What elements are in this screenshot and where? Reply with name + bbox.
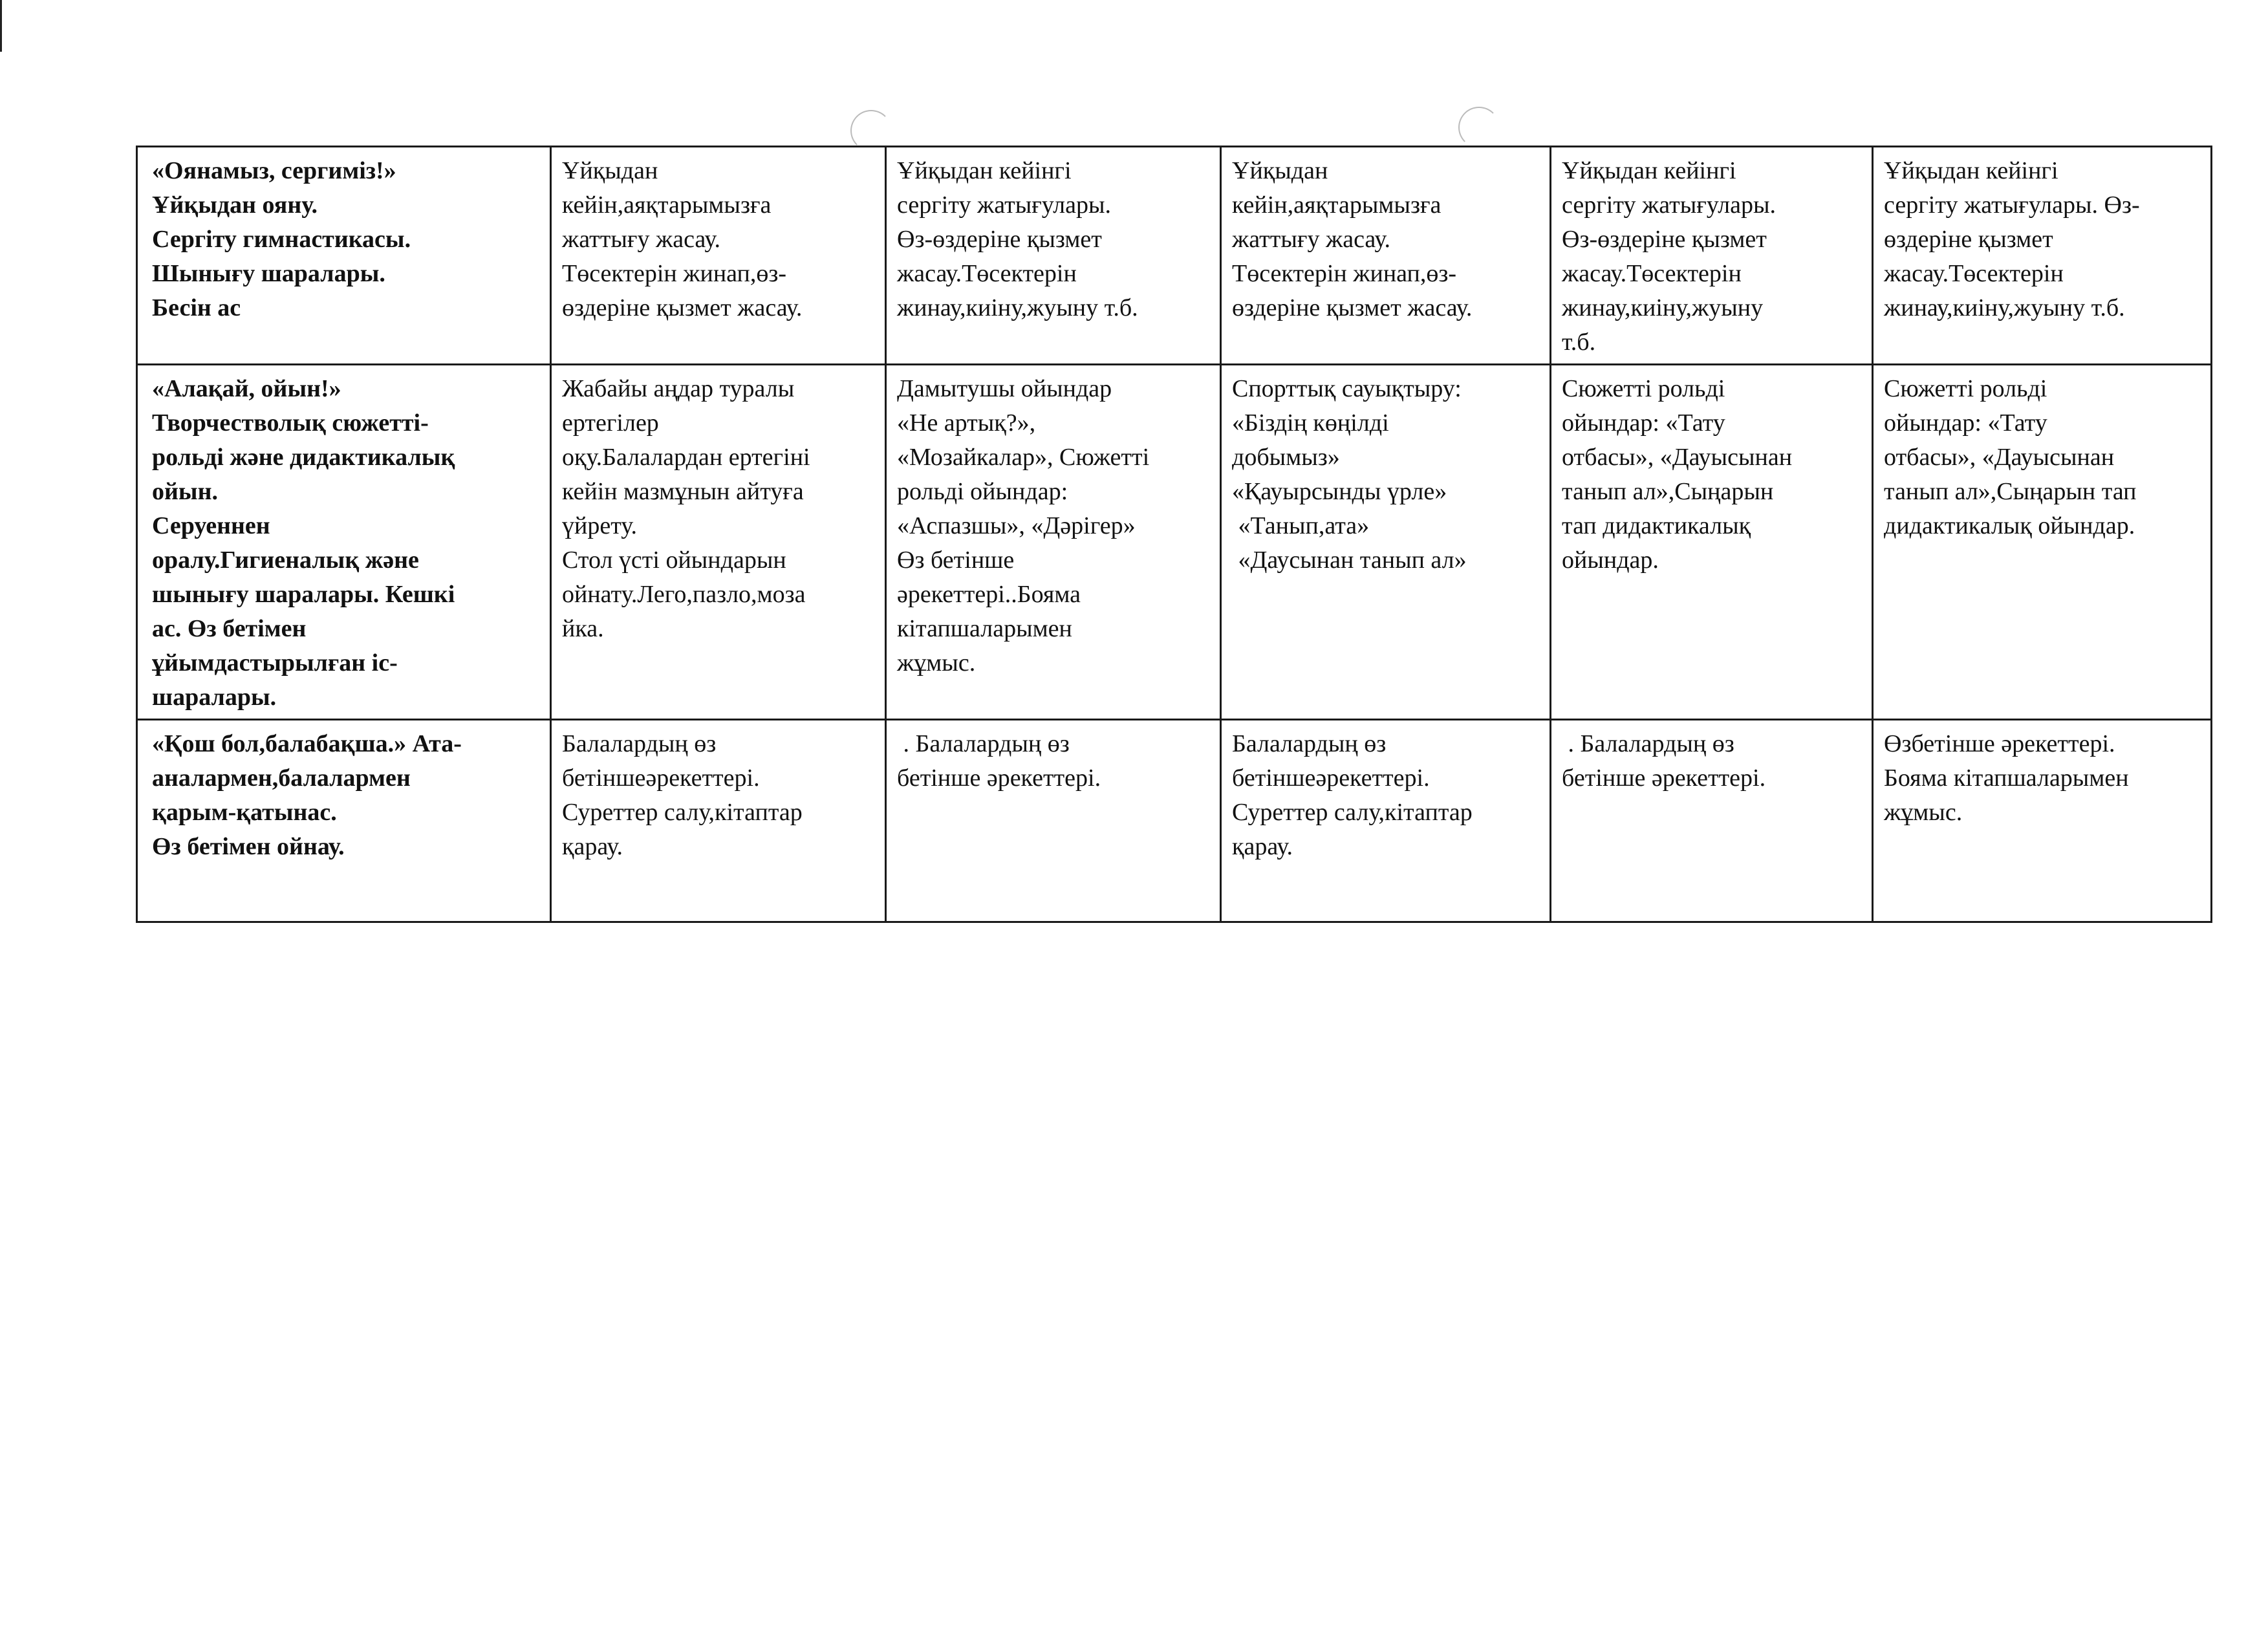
cell-text-line: «Алақай, ойын!» (152, 375, 341, 402)
cell-text-line: Бояма кітапшаларымен (1884, 764, 2129, 792)
cell-text-line: Бесін ас (152, 294, 241, 321)
daily-schedule-table (136, 146, 2212, 923)
cell-text-line: Суреттер салу,кітаптар (1232, 799, 1473, 826)
cell-text-line: Ұйқыдан (1232, 157, 1328, 184)
table-cell (1551, 147, 1873, 365)
cell-text-line: «Не артық?», (897, 409, 1036, 437)
cell-text-line: қарау. (1232, 833, 1293, 860)
cell-text-line: оқу.Балалардан ертегіні (562, 444, 810, 471)
table-cell (551, 147, 886, 365)
cell-text-line: Төсектерін жинап,өз- (562, 260, 787, 287)
cell-text-line: өздеріне қызмет жасау. (562, 294, 803, 321)
cell-text-line: Стол үсті ойындарын (562, 547, 786, 574)
cell-text-line: Ұйқыдан кейінгі (1884, 157, 2058, 184)
table-cell (1551, 720, 1873, 922)
cell-text-line: бетіншеәрекеттері. (562, 764, 760, 792)
cell-text-line: кейін мазмұнын айтуға (562, 478, 804, 505)
cell-text-line: отбасы», «Дауысынан (1884, 444, 2115, 471)
cell-text-line: ойнату.Лего,пазло,моза (562, 581, 806, 608)
cell-text-line: «Қауырсынды үрле» (1232, 478, 1447, 505)
cell-text-line: жұмыс. (897, 649, 976, 677)
cell-text-line: шынығу шаралары. Кешкі (152, 581, 455, 608)
cell-text-line: т.б. (1562, 329, 1596, 356)
row-header-cell (137, 365, 551, 720)
cell-text-line: Серуеннен (152, 512, 270, 539)
scan-edge-mark (0, 0, 2, 52)
cell-text-line: жинау,киіну,жуыну (1562, 294, 1764, 321)
cell-text-line: әрекеттері..Бояма (897, 581, 1081, 608)
table-cell (886, 720, 1221, 922)
cell-text-line: ертегілер (562, 409, 659, 437)
cell-text-line: жинау,киіну,жуыну т.б. (1884, 294, 2125, 321)
cell-text-line: Ұйқыдан кейінгі (1562, 157, 1736, 184)
cell-text-line: Ұйқыдан (562, 157, 658, 184)
cell-text-line: ойындар: «Тату (1884, 409, 2047, 437)
cell-text-line: Өз-өздеріне қызмет (897, 226, 1102, 253)
cell-text-line: Ұйқыдан ояну. (152, 191, 318, 219)
cell-text-line: Төсектерін жинап,өз- (1232, 260, 1457, 287)
cell-text-line: жұмыс. (1884, 799, 1963, 826)
table-cell (886, 147, 1221, 365)
cell-text-line: Сюжетті рольді (1562, 375, 1725, 402)
scan-artifact (1458, 107, 1500, 148)
cell-text-line: добымыз» (1232, 444, 1340, 471)
cell-text-line: рольді және дидактикалық (152, 444, 455, 471)
cell-text-line: дидактикалық ойындар. (1884, 512, 2135, 539)
cell-text-line: қарым-қатынас. (152, 799, 337, 826)
cell-text-line: Сюжетті рольді (1884, 375, 2047, 402)
cell-text-line: қарау. (562, 833, 623, 860)
cell-text-line: Творчестволық сюжетті- (152, 409, 429, 437)
table-cell (551, 365, 886, 720)
cell-text-line: Өзбетінше әрекеттері. (1884, 730, 2115, 757)
cell-text-line: жаттығу жасау. (562, 226, 721, 253)
cell-text-line: Өз-өздеріне қызмет (1562, 226, 1767, 253)
cell-text-line: ас. Өз бетімен (152, 615, 307, 642)
cell-text-line: жаттығу жасау. (1232, 226, 1391, 253)
cell-text-line: «Қош бол,балабақша.» Ата- (152, 730, 462, 757)
cell-text-line: сергіту жатығулары. Өз- (1884, 191, 2140, 219)
cell-text-line: шаралары. (152, 684, 277, 711)
cell-text-line: бетінше әрекеттері. (1562, 764, 1766, 792)
cell-text-line: кітапшаларымен (897, 615, 1072, 642)
cell-text-line: Балалардың өз (1232, 730, 1387, 757)
cell-text-line: Дамытушы ойындар (897, 375, 1112, 402)
cell-text-line: үйрету. (562, 512, 638, 539)
cell-text-line: Жабайы аңдар туралы (562, 375, 795, 402)
cell-text-line: . Балалардың өз (897, 730, 1070, 757)
cell-text-line: сергіту жатығулары. (1562, 191, 1776, 219)
cell-text-line: кейін,аяқтарымызға (1232, 191, 1442, 219)
cell-text-line: «Танып,ата» (1232, 512, 1370, 539)
cell-text-line: ойындар. (1562, 547, 1659, 574)
cell-text-line: «Біздің көңілді (1232, 409, 1389, 437)
cell-text-line: рольді ойындар: (897, 478, 1068, 505)
cell-text-line: бетіншеәрекеттері. (1232, 764, 1430, 792)
table-cell (1221, 365, 1551, 720)
table-row (137, 720, 2212, 922)
table-cell (1873, 147, 2212, 365)
cell-text-line: өздеріне қызмет (1884, 226, 2053, 253)
cell-text-line: «Даусынан танып ал» (1232, 547, 1467, 574)
cell-text-line: Суреттер салу,кітаптар (562, 799, 803, 826)
cell-text-line: йка. (562, 615, 604, 642)
table-cell (1873, 720, 2212, 922)
cell-text-line: Сергіту гимнастикасы. (152, 226, 411, 253)
cell-text-line: Өз бетімен ойнау. (152, 833, 345, 860)
cell-text-line: оралу.Гигиеналық және (152, 547, 419, 574)
cell-text-line: ұйымдастырылған іс- (152, 649, 398, 677)
cell-text-line: танып ал»,Сыңарын (1562, 478, 1774, 505)
table-cell (1221, 147, 1551, 365)
cell-text-line: . Балалардың өз (1562, 730, 1734, 757)
table-cell (886, 365, 1221, 720)
table-cell (551, 720, 886, 922)
cell-text-line: өздеріне қызмет жасау. (1232, 294, 1473, 321)
cell-text-line: сергіту жатығулары. (897, 191, 1111, 219)
cell-text-line: «Мозайкалар», Сюжетті (897, 444, 1150, 471)
cell-text-line: Балалардың өз (562, 730, 717, 757)
cell-text-line: отбасы», «Дауысынан (1562, 444, 1793, 471)
cell-text-line: кейін,аяқтарымызға (562, 191, 772, 219)
cell-text-line: тап дидактикалық (1562, 512, 1751, 539)
cell-text-line: «Оянамыз, сергиміз!» (152, 157, 396, 184)
cell-text-line: танып ал»,Сыңарын тап (1884, 478, 2137, 505)
cell-text-line: жасау.Төсектерін (1562, 260, 1742, 287)
cell-text-line: «Аспазшы», «Дәрігер» (897, 512, 1136, 539)
cell-text-line: бетінше әрекеттері. (897, 764, 1101, 792)
row-header-cell (137, 147, 551, 365)
cell-text-line: Шынығу шаралары. (152, 260, 385, 287)
cell-text-line: Өз бетінше (897, 547, 1015, 574)
cell-text-line: Ұйқыдан кейінгі (897, 157, 1072, 184)
cell-text-line: жинау,киіну,жуыну т.б. (897, 294, 1138, 321)
table-cell (1873, 365, 2212, 720)
table-cell (1551, 365, 1873, 720)
table-cell (1221, 720, 1551, 922)
cell-text-line: ойындар: «Тату (1562, 409, 1725, 437)
cell-text-line: жасау.Төсектерін (1884, 260, 2064, 287)
row-header-cell (137, 720, 551, 922)
table-row (137, 365, 2212, 720)
cell-text-line: аналармен,балалармен (152, 764, 411, 792)
cell-text-line: Спорттық сауықтыру: (1232, 375, 1462, 402)
table-row (137, 147, 2212, 365)
cell-text-line: жасау.Төсектерін (897, 260, 1077, 287)
cell-text-line: ойын. (152, 478, 218, 505)
